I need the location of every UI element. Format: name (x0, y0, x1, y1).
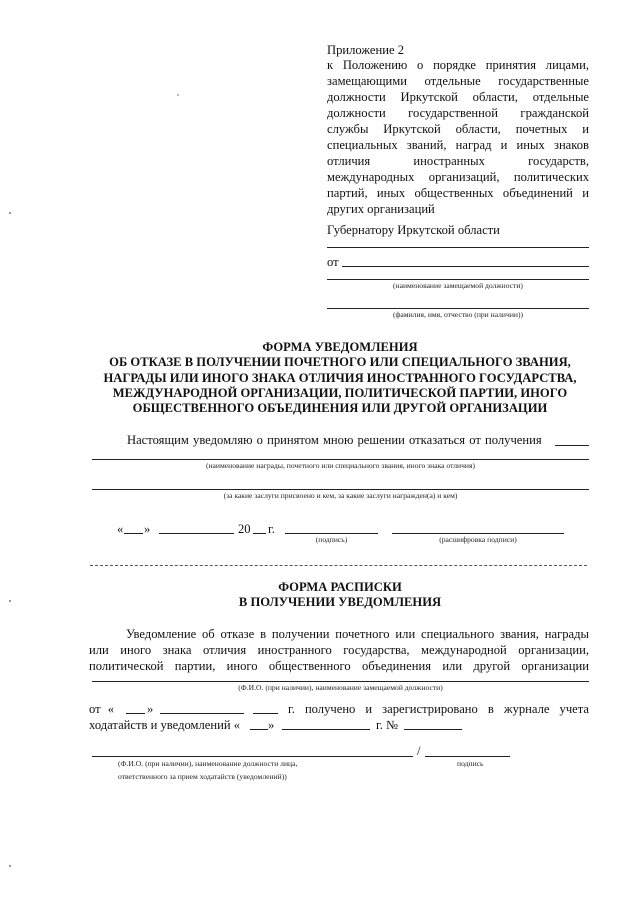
title-line: В ПОЛУЧЕНИИ УВЕДОМЛЕНИЯ (238, 595, 442, 610)
registry-date-field[interactable] (282, 729, 370, 730)
title-line: ОБ ОТКАЗЕ В ПОЛУЧЕНИИ ПОЧЕТНОГО ИЛИ СПЕЦИАЛЬНОГО ЗВАНИЯ, (109, 355, 571, 370)
fullname-field[interactable] (327, 308, 589, 309)
responsible-hint-line-2: ответственного за прием ходатайств (уведомлений)) (118, 772, 287, 781)
notice-body-text: Настоящим уведомляю о принятом мною решении отказаться от получения (127, 433, 542, 447)
slash-separator: / (417, 744, 421, 758)
cut-line-divider (90, 565, 587, 566)
registry-day-close: » (268, 718, 275, 732)
regulation-line: партий, иных общественных объединений и (327, 186, 589, 200)
regulation-line: других организаций (327, 202, 435, 216)
regulation-line: должности государственной гражданской (327, 106, 589, 120)
scan-speck (177, 94, 179, 96)
title-line: НАГРАДЫ ИЛИ ИНОГО ЗНАКА ОТЛИЧИЯ ИНОСТРАННОГО ГОСУДАРСТВА, (103, 370, 577, 385)
fio-position-field[interactable] (92, 681, 589, 682)
scan-speck (9, 212, 11, 214)
addressee-underline[interactable] (327, 247, 589, 248)
receipt-month-field[interactable] (160, 713, 244, 714)
responsible-hint-line-1: (Ф.И.О. (при наличии), наименование должности лица, (118, 759, 298, 768)
addressee: Губернатору Иркутской области (327, 223, 500, 237)
merits-field[interactable] (92, 489, 589, 490)
signature-decoding-hint: (расшифровка подписи) (439, 535, 517, 544)
from-field[interactable] (342, 266, 589, 267)
title-line: МЕЖДУНАРОДНОЙ ОРГАНИЗАЦИИ, ПОЛИТИЧЕСКОЙ ПАРТИИ, ИНОГО (112, 385, 568, 400)
regulation-line: международных организаций, политических (327, 170, 589, 184)
registry-day-field[interactable] (250, 729, 268, 730)
year-field[interactable] (253, 533, 266, 534)
award-name-hint: (наименование награды, почетного или специального звания, иного знака отличия) (205, 461, 476, 470)
scan-speck (9, 600, 11, 602)
registry-number-label: г. № (376, 718, 399, 732)
receipt-body (89, 626, 589, 674)
title-line: ФОРМА УВЕДОМЛЕНИЯ (262, 340, 418, 354)
award-name-field[interactable] (92, 459, 589, 460)
signature-hint: (подпись) (315, 535, 348, 544)
regulation-line: специальных званий, наград и иных знаков (327, 138, 589, 152)
day-field[interactable] (124, 533, 143, 534)
date-close-quote: » (144, 522, 151, 536)
position-field[interactable] (327, 279, 589, 280)
merits-hint: (за какие заслуги присвоено и кем, за какие заслуги награжден(а) и кем) (223, 491, 458, 500)
receipt-from-label: от « (89, 702, 115, 716)
notice-body-tail-field[interactable] (555, 445, 589, 446)
year-prefix: 20 (238, 522, 251, 536)
title-line: ФОРМА РАСПИСКИ (278, 580, 402, 594)
month-field[interactable] (159, 533, 234, 534)
responsible-sign-hint: подпись (457, 759, 484, 768)
notice-form-title (80, 340, 600, 416)
receipt-body-line: или иного знака отличия иностранного государства, международной организации, (89, 643, 589, 657)
fullname-hint: (фамилия, имя, отчество (при наличии)) (392, 310, 523, 319)
responsible-person-field[interactable] (92, 756, 413, 757)
title-line: ОБЩЕСТВЕННОГО ОБЪЕДИНЕНИЯ ИЛИ ДРУГОЙ ОРГАНИЗАЦИИ (132, 401, 548, 416)
signature-field[interactable] (285, 533, 378, 534)
regulation-line: службы Иркутской области, почетных и (327, 122, 589, 136)
position-hint: (наименование замещаемой должности) (393, 281, 523, 290)
received-text: г. получено и зарегистрировано в журнале учета (288, 702, 589, 716)
appendix-title: Приложение 2 (327, 43, 405, 57)
regulation-line: отличия иностранных государств, (327, 154, 589, 168)
from-label: от (327, 255, 339, 269)
receipt-body-line: политической партии, иного общественного объединения или другой организации (89, 659, 589, 673)
regulation-line: замещающими отдельные государственные (327, 74, 589, 88)
regulation-line: должности Иркутской области, отдельные (327, 90, 589, 104)
fio-position-hint: (Ф.И.О. (при наличии), наименование замещаемой должности) (238, 683, 443, 692)
receipt-body-line: Уведомление об отказе в получении почетного или специального звания, награды (126, 627, 589, 641)
regulation-line: к Положению о порядке принятия лицами, (327, 58, 589, 72)
year-suffix: г. (268, 522, 275, 536)
regulation-reference (327, 57, 589, 217)
scan-speck (9, 865, 11, 867)
receipt-day-field[interactable] (126, 713, 145, 714)
receipt-day-close: » (147, 702, 154, 716)
date-open-quote: « (117, 522, 124, 536)
signature-decoding-field[interactable] (392, 533, 564, 534)
receipt-year-field[interactable] (253, 713, 278, 714)
registry-number-field[interactable] (404, 729, 462, 730)
receipt-form-title (80, 580, 600, 611)
registry-prefix: ходатайств и уведомлений « (89, 718, 241, 732)
responsible-signature-field[interactable] (425, 756, 510, 757)
